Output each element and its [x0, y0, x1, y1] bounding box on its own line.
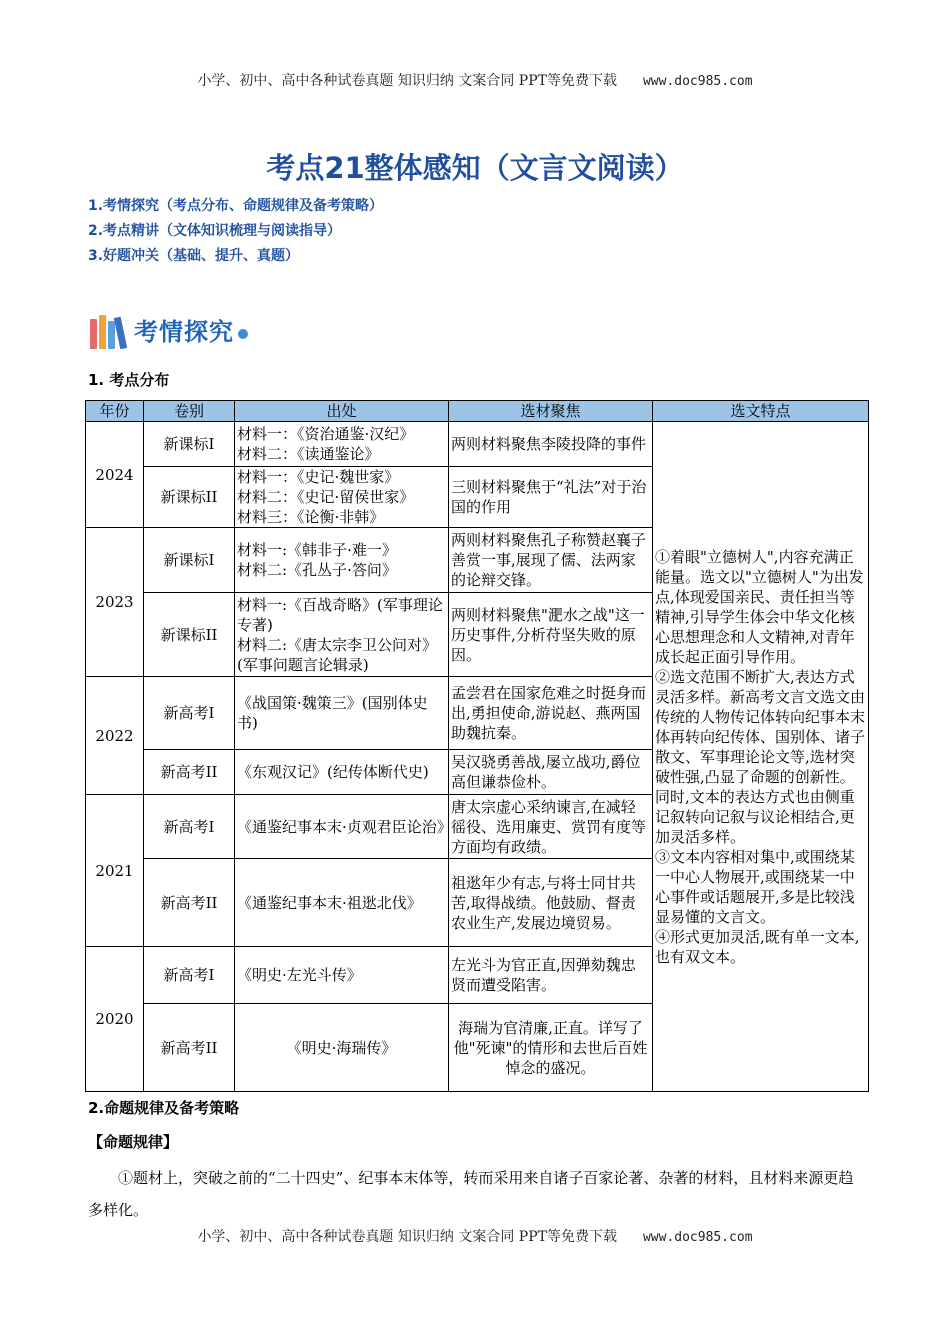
header-year: 年份	[86, 401, 144, 422]
focus-cell: 海瑞为官清廉,正直。详写了他"死谏"的情形和去世后百姓悼念的盛况。	[449, 1004, 653, 1092]
paper-cell: 新课标II	[144, 593, 235, 677]
table-header-row	[86, 401, 869, 422]
source-cell: 《明史·左光斗传》	[235, 947, 449, 1004]
banner-label: 考情探究	[134, 317, 234, 346]
paper-cell: 新高考I	[144, 677, 235, 750]
focus-cell: 三则材料聚焦于“礼法”对于治国的作用	[449, 467, 653, 528]
books-icon	[90, 309, 130, 349]
toc-item-2: 2.考点精讲（文体知识梳理与阅读指导）	[88, 223, 342, 239]
header-paper: 卷别	[144, 401, 235, 422]
focus-cell: 两则材料聚焦"淝水之战"这一历史事件,分析苻坚失败的原因。	[449, 593, 653, 677]
page-footer	[0, 1226, 950, 1246]
source-cell: 《通鉴纪事本末·贞观君臣论治》	[235, 795, 449, 859]
paper-cell: 新高考II	[144, 859, 235, 947]
year-cell: 2023	[86, 528, 144, 677]
paper-cell: 新课标I	[144, 422, 235, 467]
source-cell: 材料一:《韩非子·难一》 材料二:《孔丛子·答问》	[235, 528, 449, 593]
section-heading-rules: 2.命题规律及备考策略	[88, 1099, 240, 1117]
page-header	[0, 70, 950, 90]
footer-text: 小学、初中、高中各种试卷真题 知识归纳 文案合同 PPT等免费下载	[197, 1229, 617, 1245]
focus-cell: 两则材料聚焦李陵投降的事件	[449, 422, 653, 467]
section-banner	[90, 305, 248, 353]
focus-cell: 吴汉骁勇善战,屡立战功,爵位高但谦恭俭朴。	[449, 750, 653, 795]
exam-distribution-table	[85, 400, 869, 1092]
focus-cell: 两则材料聚焦孔子称赞赵襄子善赏一事,展现了儒、法两家的论辩交锋。	[449, 528, 653, 593]
rule-heading: 【命题规律】	[88, 1133, 179, 1151]
source-cell: 《东观汉记》(纪传体断代史)	[235, 750, 449, 795]
source-cell: 材料一:《百战奇略》(军事理论专著) 材料二:《唐太宗李卫公问对》(军事问题言论辑录)	[235, 593, 449, 677]
section-heading-distribution: 1. 考点分布	[88, 371, 170, 389]
paper-cell: 新高考I	[144, 795, 235, 859]
year-cell: 2021	[86, 795, 144, 947]
focus-cell: 唐太宗虚心采纳谏言,在减轻徭役、选用廉吏、赏罚有度等方面均有政绩。	[449, 795, 653, 859]
paper-cell: 新高考II	[144, 750, 235, 795]
focus-cell: 孟尝君在国家危难之时挺身而出,勇担使命,游说赵、燕两国助魏抗秦。	[449, 677, 653, 750]
header-source: 出处	[235, 401, 449, 422]
toc-item-3: 3.好题冲关（基础、提升、真题）	[88, 248, 300, 264]
rule-paragraph: ①题材上，突破之前的“二十四史”、纪事本末体等，转而采用来自诸子百家论著、杂著的材料，且材料来源更趋多样化。	[88, 1169, 854, 1219]
toc-item-1: 1.考情探究（考点分布、命题规律及备考策略）	[88, 198, 384, 214]
year-cell: 2022	[86, 677, 144, 795]
paper-cell: 新高考II	[144, 1004, 235, 1092]
banner-dot-icon	[238, 329, 248, 339]
footer-url[interactable]: www.doc985.com	[642, 1230, 753, 1245]
source-cell: 材料一：《资治通鉴·汉纪》 材料二：《读通鉴论》	[235, 422, 449, 467]
paper-cell: 新高考I	[144, 947, 235, 1004]
focus-cell: 左光斗为官正直,因弹劾魏忠贤而遭受陷害。	[449, 947, 653, 1004]
source-cell: 《战国策·魏策三》(国别体史书)	[235, 677, 449, 750]
header-url[interactable]: www.doc985.com	[642, 74, 753, 89]
header-text: 小学、初中、高中各种试卷真题 知识归纳 文案合同 PPT等免费下载	[197, 73, 617, 89]
header-features: 选文特点	[653, 401, 869, 422]
table-row	[86, 422, 869, 467]
source-cell: 材料一：《史记·魏世家》 材料二：《史记·留侯世家》 材料三：《论衡·非韩》	[235, 467, 449, 528]
header-focus: 选材聚焦	[449, 401, 653, 422]
year-cell: 2020	[86, 947, 144, 1092]
paper-cell: 新课标I	[144, 528, 235, 593]
source-cell: 《通鉴纪事本末·祖逖北伐》	[235, 859, 449, 947]
source-cell: 《明史·海瑞传》	[235, 1004, 449, 1092]
paper-cell: 新课标II	[144, 467, 235, 528]
year-cell: 2024	[86, 422, 144, 528]
page-title: 考点21整体感知（文言文阅读）	[266, 151, 684, 185]
focus-cell: 祖逖年少有志,与将士同甘共苦,取得战绩。他鼓励、督责农业生产,发展边境贸易。	[449, 859, 653, 947]
features-cell: ①着眼"立德树人",内容充满正能量。选文以"立德树人"为出发点,体现爱国亲民、责任担当等精神,引导学生体会中华文化核心思想理念和人文精神,对青年成长起正面引导作用。 ②选文范围不断扩大,表达方式灵活多样。新高考文言文选文由传统的人物传记体转向纪事本末体再转向纪传体、国别体、诸子散文、军事理论论文等,选材突破性强,凸显了命题的创新性。同时,文本的表达方式也由侧重记叙转向记叙与议论相结合,更加灵活多样。 ③文本内容相对集中,或围绕某一中心人物展开,或围绕某一中心事件或话题展开,多是比较浅显易懂的文言文。 ④形式更加灵活,既有单一文本,也有双文本。	[653, 422, 869, 1092]
